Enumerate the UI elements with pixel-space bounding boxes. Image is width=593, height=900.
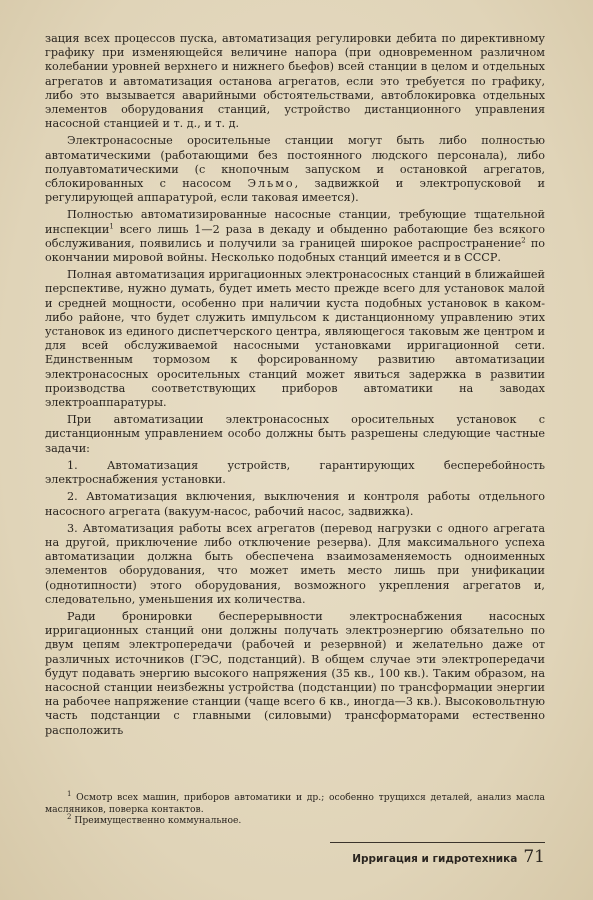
paragraph: При автоматизации электронасосных оросительных установок с дистанционным управлением особо должны быть разрешены следующие частные задачи: [45, 413, 545, 455]
paragraph: Полностью автоматизированные насосные станции, требующие тщательной инспекции$^1$ всего лишь 1—2 раза в декаду и обыденно работающие без всякого обслуживания, появились и получили за границей широкое распространение$^2$ по окончании мировой войны. Несколько подобных станций имеется и в СССР. [45, 208, 546, 265]
footnote: $^2$ Преимущественно коммунальное. [67, 812, 242, 826]
page-footer [330, 842, 545, 867]
paragraph: Электронасосные оросительные станции могут быть либо полностью автоматическими (работающими без постоянного людского персонала), либо полуавтоматическими (с кнопочным запуском и остановкой агрегатов, сблокированных с насосом Эльмо, задвижкой и электропусковой и регулирующей аппаратурой, если таковая имеется). [45, 134, 545, 205]
paragraph: зация всех процессов пуска, автоматизация регулировки дебита по директивному графику при изменяющейся величине напора (при одновременном различном колебании уровней верхнего и нижнего бьефов) всей станции в целом и отдельных агрегатов и автоматизация останова агрегатов, если это требуется по графику, либо это вызывается аварийными обстоятельствами, автоблокировка отдельных элементов оборудования станций, устройство дистанционного управления насосной станцией и т. д., и т. д. [45, 32, 545, 131]
paragraph: Ради бронировки бесперерывности электроснабжения насосных ирригационных станций они должны получать электроэнергию обязательно по двум цепям электропередачи (рабочей и резервной) и желательно даже от различных источников (ГЭС, подстанций). В общем случае эти электропередачи будут подавать энергию высокого напряжения (35 кв., 100 кв.). Таким образом, на насосной станции неизбежны устройства (подстанции) по трансформации энергии на рабочее напряжение станции (чаще всего 6 кв., иногда—3 кв.). Высоковольтную часть подстанции с главными (силовыми) трансформаторами естественно расположить [45, 609, 545, 737]
paragraph: Полная автоматизация ирригационных электронасосных станций в ближайшей перспективе, нужно думать, будет иметь место прежде всего для установок малой и средней мощности, особенно при наличии куста подобных установок в каком-либо районе, что будет служить импульсом к дистанционному управлению этих установок из единого диспетчерского центра, являющегося таковым же центром и для всей обслуживаемой насосными установками ирригационной сети. Единственным тормозом к форсированному развитию автоматизации электронасосных оросительных станций может явиться задержка в развитии производства соответствующих приборов автоматики на заводах электроаппаратуры. [45, 268, 545, 410]
spaced-word: Эльмо [247, 177, 295, 191]
list-item: 1. Автоматизация устройств, гарантирующих бесперебойность электроснабжения установки. [45, 458, 545, 487]
list-item: 2. Автоматизация включения, выключения и контроля работы отдельного насосного агрегата (вакуум-насос, рабочий насос, задвижка). [45, 490, 545, 518]
footnotes [45, 789, 545, 827]
running-title: Ирригация и гидротехника [352, 853, 518, 865]
footnote-ref: 2 [521, 236, 526, 245]
body-text [45, 32, 545, 741]
footnote: $^1$ Осмотр всех машин, приборов автоматики и др.; особенно трущихся деталей, анализ масла масляников, поверка контактов. [45, 789, 545, 815]
page-number: 71 [523, 847, 545, 867]
list-item: 3. Автоматизация работы всех агрегатов (перевод нагрузки с одного агрегата на другой, приключение либо отключение резерва). Для максимального успеха автоматизации должна быть обеспечена взаимозаменяемость одноименных элементов оборудования, что может иметь место лишь при унификации (однотипности) этого оборудования, возможного укрепления агрегатов и, следовательно, уменьшения их количества. [45, 521, 545, 606]
footnote-ref: 1 [109, 221, 114, 230]
